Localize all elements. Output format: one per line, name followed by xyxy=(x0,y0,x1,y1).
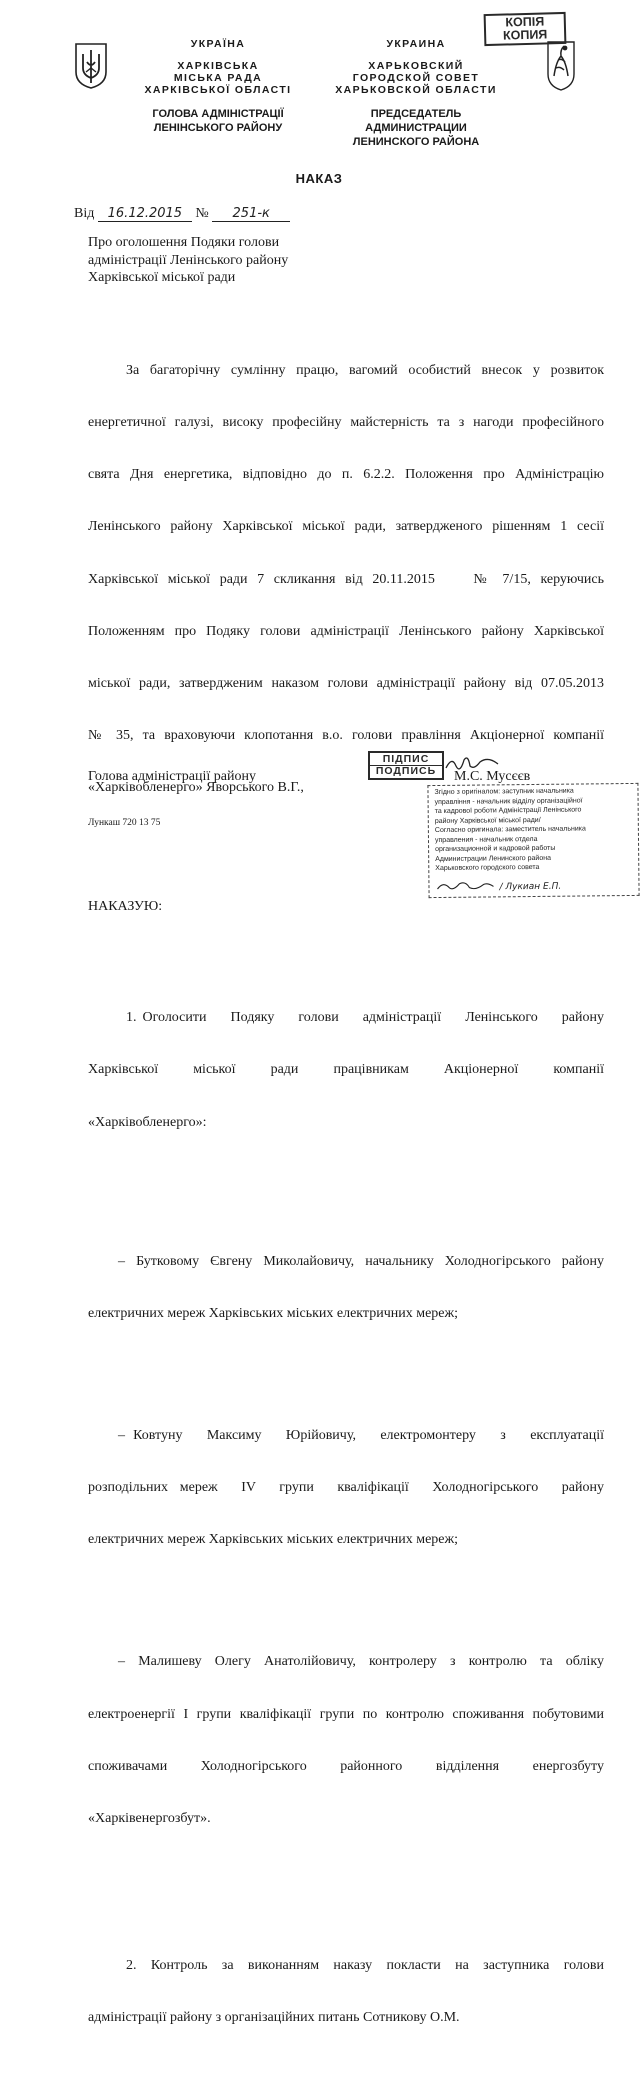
kharkiv-city-emblem xyxy=(546,40,576,92)
council-line: ГОРОДСКОЙ СОВЕТ xyxy=(352,72,480,84)
subject-line: Харківської міської ради xyxy=(88,270,236,285)
employee-line: електроенергії I групи кваліфікації групи по контролю споживання побутовими xyxy=(88,1706,604,1722)
certification-line: организационной и кадровой работы xyxy=(435,844,556,854)
council-line: ХАРЬКОВСКОЙ ОБЛАСТИ xyxy=(335,84,497,96)
council-line: МІСЬКА РАДА xyxy=(173,72,263,84)
signatory-position: Голова адміністрації району xyxy=(88,769,256,784)
certification-line: району Харківської міської ради/ xyxy=(434,816,541,825)
signature-stamp-ru: ПОДПИСЬ xyxy=(370,765,442,777)
subject-line: Про оголошення Подяки голови xyxy=(88,235,280,250)
certification-line: Администрации Ленинского района xyxy=(435,854,552,863)
copy-stamp-ua: КОПІЯ xyxy=(505,14,545,30)
certification-line: Згідно з оригіналом: заступник начальника xyxy=(434,787,574,797)
date-value: 16.12.2015 xyxy=(98,206,192,222)
employee-line: – Малишеву Олегу Анатолійовичу, контролеру з контролю та обліку xyxy=(118,1654,604,1670)
certification-line: Согласно оригинала: заместитель начальника xyxy=(434,825,586,835)
signature-stamp xyxy=(368,751,444,780)
preamble-line: свята Дня енергетика, відповідно до п. 6.2.2. Положення про Адміністрацію xyxy=(88,467,604,483)
employee-line: – Бутковому Євгену Миколайовичу, начальнику Холодногірського району xyxy=(118,1253,604,1269)
item-line: 2. Контроль за виконанням наказу покласти на заступника голови xyxy=(126,1958,604,1974)
preamble-line: «Харківобленерго» Яворського В.Г., xyxy=(88,780,304,796)
signatory-name: М.С. Мусєєв xyxy=(454,769,531,784)
employee-line: – Ковтуну Максиму Юрійовичу, електромонтеру з експлуатації xyxy=(118,1428,604,1443)
certification-signature-row xyxy=(435,874,635,894)
order-item-2 xyxy=(88,1922,604,2061)
country-name: УКРАИНА xyxy=(386,38,446,50)
council-line: ХАРКІВСЬКА xyxy=(177,60,259,72)
head-line: ЛЕНИНСКОГО РАЙОНА xyxy=(352,136,480,148)
employee-line: «Харківенергозбут». xyxy=(88,1810,211,1826)
number-value: 251-к xyxy=(212,206,290,222)
date-line xyxy=(74,206,290,222)
subject xyxy=(88,234,288,287)
preamble-line: енергетичної галузі, високу професійну майстерність та з нагоди професійного xyxy=(88,414,604,430)
trident-emblem xyxy=(74,42,108,90)
executor-line: Лункаш 720 13 75 xyxy=(88,818,161,828)
certification-name: / Лукиан Е.П. xyxy=(499,881,562,892)
certification-line: Харьковского городского совета xyxy=(435,863,540,873)
employee-entry xyxy=(88,1392,604,1583)
item-line: «Харківобленерго»: xyxy=(88,1114,207,1130)
order-word: НАКАЗУЮ: xyxy=(88,898,163,914)
preamble xyxy=(88,327,604,832)
employee-line: споживачами Холодногірського районного відділення енергозбуту xyxy=(88,1758,604,1774)
header-ukrainian xyxy=(138,38,298,135)
council-line: ХАРЬКОВСКИЙ xyxy=(368,60,464,72)
order-item-1 xyxy=(88,974,604,1165)
signature-stamp-ua: ПІДПИС xyxy=(382,753,430,765)
employee-entry xyxy=(88,1618,604,1862)
employee-entry xyxy=(88,1218,604,1357)
employee-line: розподільних мереж IV групи кваліфікації Холодногірського району xyxy=(88,1480,604,1496)
country-name: УКРАЇНА xyxy=(190,38,246,50)
preamble-line: Положенням про Подяку голови адміністрації Ленінського району Харківської xyxy=(88,623,604,639)
head-line: ПРЕДСЕДАТЕЛЬ АДМИНИСТРАЦИИ xyxy=(365,108,467,134)
preamble-line: За багаторічну сумлінну працю, вагомий особистий внесок у розвиток xyxy=(126,362,604,378)
certification-stamp xyxy=(427,783,639,898)
employee-line: електричних мереж Харківських міських електричних мереж; xyxy=(88,1532,459,1548)
certification-line: управления - начальник отдела xyxy=(434,835,538,844)
order-body xyxy=(88,292,604,2079)
item-line: адміністрації району з організаційних питань Сотникову О.М. xyxy=(88,2010,460,2026)
item-line: Харківської міської ради працівникам Акціонерної компанії xyxy=(88,1062,604,1078)
document-type: НАКАЗ xyxy=(295,171,343,186)
certification-line: та кадрової роботи Адміністрації Ленінського xyxy=(434,806,582,816)
copy-stamp-ru: КОПИЯ xyxy=(502,27,548,43)
preamble-line: міської ради, затвердженим наказом голови адміністрації району від 07.05.2013 xyxy=(88,675,604,691)
certification-line: управління - начальник відділу організаційної xyxy=(434,796,583,806)
item-line: 1. Оголосити Подяку голови адміністрації Ленінського району xyxy=(126,1010,604,1026)
date-prefix: Від xyxy=(74,206,95,221)
certification-signature xyxy=(435,879,495,892)
council-line: ХАРКІВСЬКОЇ ОБЛАСТІ xyxy=(144,84,292,96)
number-prefix: № xyxy=(195,206,209,221)
head-line: ЛЕНІНСЬКОГО РАЙОНУ xyxy=(153,122,283,134)
head-line: ГОЛОВА АДМІНІСТРАЦІЇ xyxy=(152,108,284,120)
preamble-line: Харківської міської ради 7 скликання від 20.11.2015 № 7/15, керуючись xyxy=(88,571,604,587)
employee-line: електричних мереж Харківських міських електричних мереж; xyxy=(88,1306,459,1322)
header-russian xyxy=(322,38,510,149)
preamble-line: № 35, та враховуючи клопотання в.о. голови правління Акціонерної компанії xyxy=(88,728,604,744)
subject-line: адміністрації Ленінського району xyxy=(88,252,289,268)
preamble-line: Ленінського району Харківської міської ради, затвердженого рішенням 1 сесії xyxy=(88,519,604,535)
